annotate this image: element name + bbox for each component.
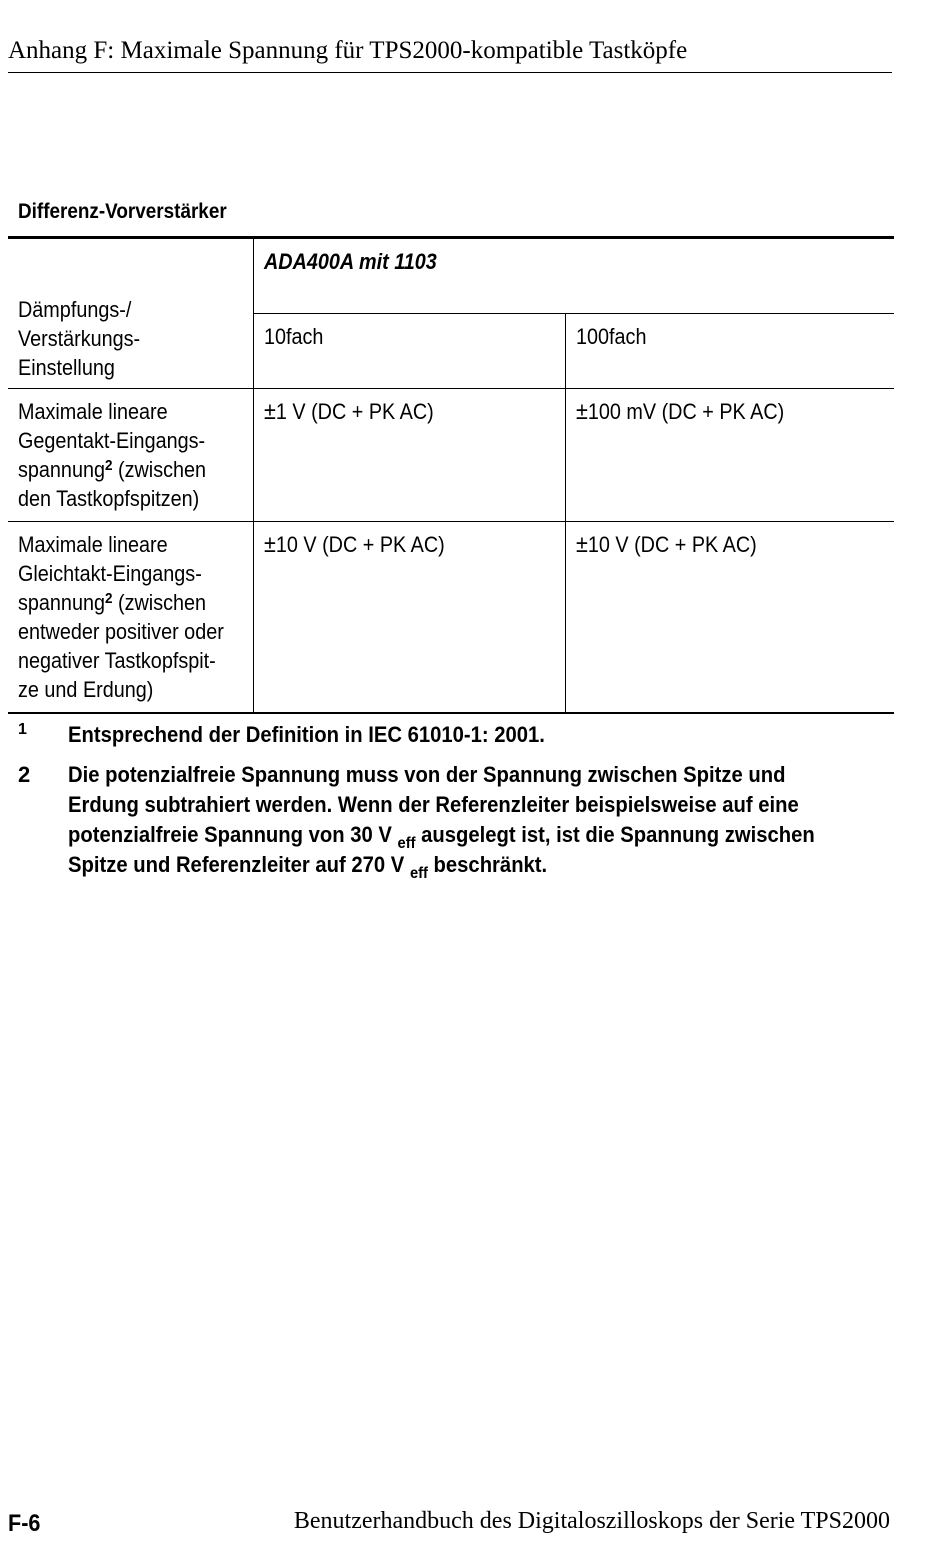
footnote-ref: 2 bbox=[104, 590, 113, 607]
table-cell: ±10 V (DC + PK AC) bbox=[253, 522, 565, 714]
row-label: Maximale lineare Gleichtakt-Eingangs- spannung$^2$ (zwischen entweder positiver oder negativer Tastkopfspit- ze und Erdung) bbox=[8, 522, 253, 714]
row-label-header: Dämpfungs-/ Verstärkungs- Einstellung bbox=[8, 238, 253, 389]
row-label: Maximale lineare Gegentakt-Eingangs- spannung$^2$ (zwischen den Tastkopfspitzen) bbox=[8, 389, 253, 522]
group-header: ADA400A mit 1103 bbox=[253, 238, 894, 314]
table-row bbox=[8, 522, 894, 714]
table-cell: ±10 V (DC + PK AC) bbox=[565, 522, 894, 714]
table-header-row-group bbox=[8, 238, 894, 314]
table-cell: ±1 V (DC + PK AC) bbox=[253, 389, 565, 522]
footnote-text: Die potenzialfreie Spannung muss von der Spannung zwischen Spitze und Erdung subtrahiert werden. Wenn der Referenzleiter beispielsweise auf eine potenzialfreie Spannung von 30 V $_{eff}$ ausgelegt ist, ist die Spannung zwischen Spitze und Referenzleiter auf 270 V $_{eff}$ beschränkt. bbox=[68, 762, 815, 882]
column-header-10fach: 10fach bbox=[253, 314, 565, 389]
plus-minus-sign: ± bbox=[263, 531, 276, 558]
footnote-ref: 2 bbox=[104, 457, 113, 474]
page-number: F-6 bbox=[8, 1510, 41, 1537]
footnote-number: 1 bbox=[18, 721, 27, 738]
section-title: Differenz-Vorverstärker bbox=[18, 200, 227, 223]
footnote-text: Entsprechend der Definition in IEC 61010-1: 2001. bbox=[68, 722, 545, 747]
plus-minus-sign: ± bbox=[575, 398, 588, 425]
running-header: Anhang F: Maximale Spannung für TPS2000-kompatible Tastköpfe bbox=[8, 36, 892, 73]
running-footer: Benutzerhandbuch des Digitaloszilloskops der Serie TPS2000 bbox=[293, 1508, 890, 1534]
column-header-100fach: 100fach bbox=[565, 314, 894, 389]
table-row bbox=[8, 389, 894, 522]
plus-minus-sign: ± bbox=[575, 531, 588, 558]
plus-minus-sign: ± bbox=[263, 398, 276, 425]
footnote-number: 2 bbox=[18, 762, 31, 787]
footnote-1 bbox=[18, 720, 888, 750]
table-cell: ±100 mV (DC + PK AC) bbox=[565, 389, 894, 522]
footnotes bbox=[18, 720, 888, 890]
footnote-2 bbox=[18, 760, 888, 880]
spec-table bbox=[8, 236, 894, 714]
